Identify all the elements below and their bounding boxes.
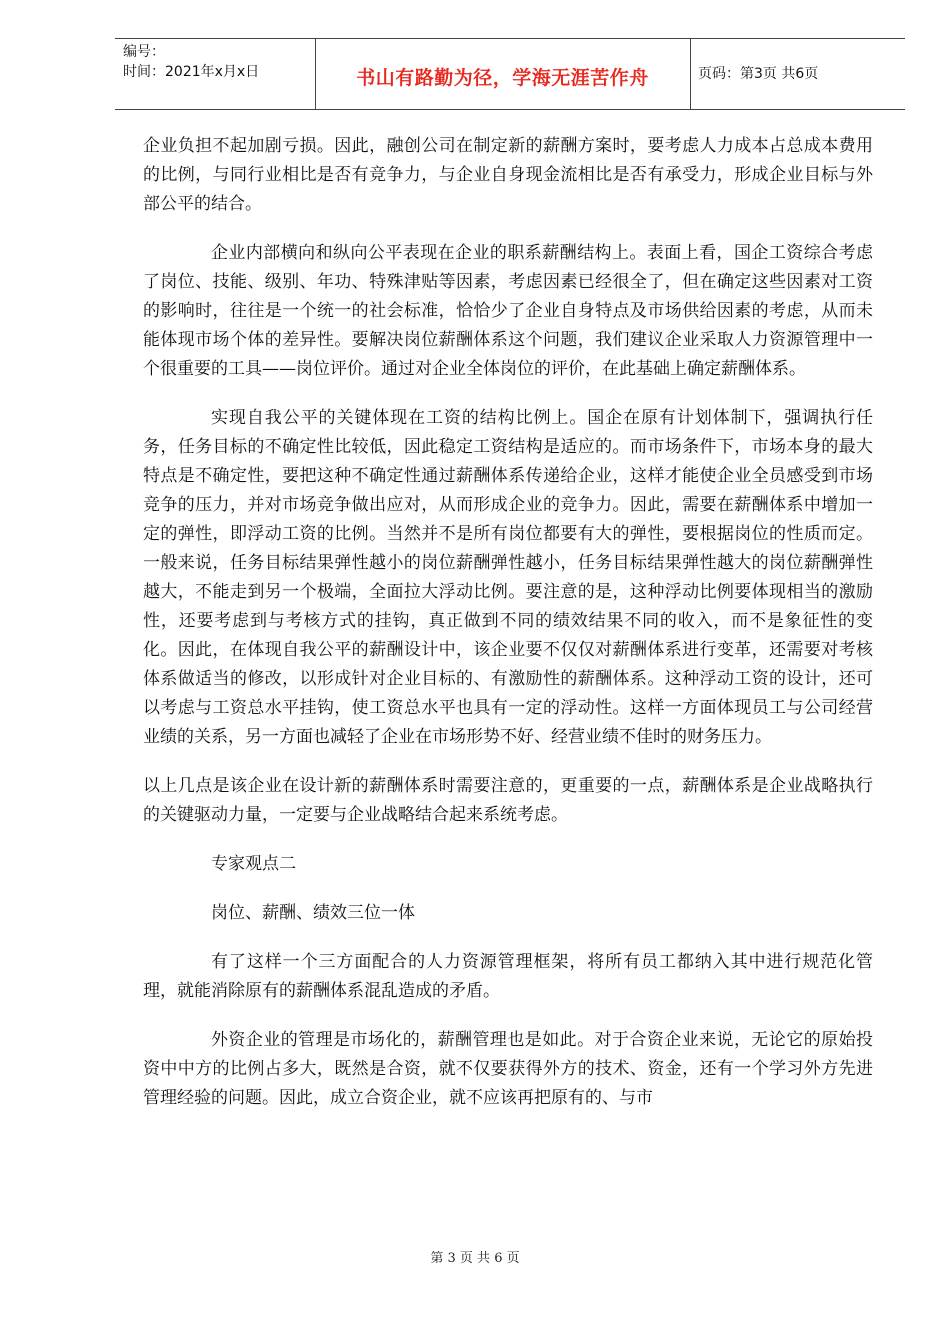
section-subheading: 岗位、薪酬、绩效三位一体 <box>211 903 415 923</box>
document-code: 编号： <box>123 44 165 60</box>
page-header <box>115 38 905 110</box>
document-time: 时间：2021年x月x日 <box>123 64 260 80</box>
document-body <box>143 132 873 1133</box>
header-meta-cell <box>115 39 316 109</box>
body-paragraph: 以上几点是该企业在设计新的薪酬体系时需要注意的，更重要的一点，薪酬体系是企业战略执行的关键驱动力量，一定要与企业战略结合起来系统考虑。 <box>143 776 873 825</box>
header-motto-cell <box>315 39 691 109</box>
header-motto: 书山有路勤为径，学海无涯苦作舟 <box>356 67 649 89</box>
body-paragraph: 实现自我公平的关键体现在工资的结构比例上。国企在原有计划体制下，强调执行任务，任务目标的不确定性比较低，因此稳定工资结构是适应的。而市场条件下，市场本身的最大特点是不确定性，要把这种不确定性通过薪酬体系传递给企业，这样才能使企业全员感受到市场竞争的压力，并对市场竞争做出应对，从而形成企业的竞争力。因此，需要在薪酬体系中增加一定的弹性，即浮动工资的比例。当然并不是所有岗位都要有大的弹性，要根据岗位的性质而定。一般来说，任务目标结果弹性越小的岗位薪酬弹性越小，任务目标结果弹性越大的岗位薪酬弹性越大，不能走到另一个极端，全面拉大浮动比例。要注意的是，这种浮动比例要体现相当的激励性，还要考虑到与考核方式的挂钩，真正做到不同的绩效结果不同的收入，而不是象征性的变化。因此，在体现自我公平的薪酬设计中，该企业要不仅仅对薪酬体系进行变革，还需要对考核体系做适当的修改，以形成针对企业目标的、有激励性的薪酬体系。这种浮动工资的设计，还可以考虑与工资总水平挂钩，使工资总水平也具有一定的浮动性。这样一方面体现员工与公司经营业绩的关系，另一方面也减轻了企业在市场形势不好、经营业绩不佳时的财务压力。 <box>143 408 873 747</box>
body-paragraph: 有了这样一个三方面配合的人力资源管理框架，将所有员工都纳入其中进行规范化管理，就能消除原有的薪酬体系混乱造成的矛盾。 <box>143 952 873 1001</box>
section-heading: 专家观点二 <box>211 854 296 874</box>
header-page-cell <box>690 39 905 109</box>
body-paragraph: 外资企业的管理是市场化的，薪酬管理也是如此。对于合资企业来说，无论它的原始投资中中方的比例占多大，既然是合资，就不仅要获得外方的技术、资金，还有一个学习外方先进管理经验的问题。因此，成立合资企业，就不应该再把原有的、与市 <box>143 1030 873 1108</box>
body-paragraph: 企业负担不起加剧亏损。因此，融创公司在制定新的薪酬方案时，要考虑人力成本占总成本费用的比例，与同行业相比是否有竞争力，与企业自身现金流相比是否有承受力，形成企业目标与外部公平的结合。 <box>143 136 873 214</box>
page-footer: 第 3 页 共 6 页 <box>430 1251 520 1266</box>
header-page-info: 页码：第3页 共6页 <box>698 66 819 82</box>
body-paragraph: 企业内部横向和纵向公平表现在企业的职系薪酬结构上。表面上看，国企工资综合考虑了岗位、技能、级别、年功、特殊津贴等因素，考虑因素已经很全了，但在确定这些因素对工资的影响时，往往是一个统一的社会标准，恰恰少了企业自身特点及市场供给因素的考虑，从而未能体现市场个体的差异性。要解决岗位薪酬体系这个问题，我们建议企业采取人力资源管理中一个很重要的工具——岗位评价。通过对企业全体岗位的评价，在此基础上确定薪酬体系。 <box>143 243 873 379</box>
